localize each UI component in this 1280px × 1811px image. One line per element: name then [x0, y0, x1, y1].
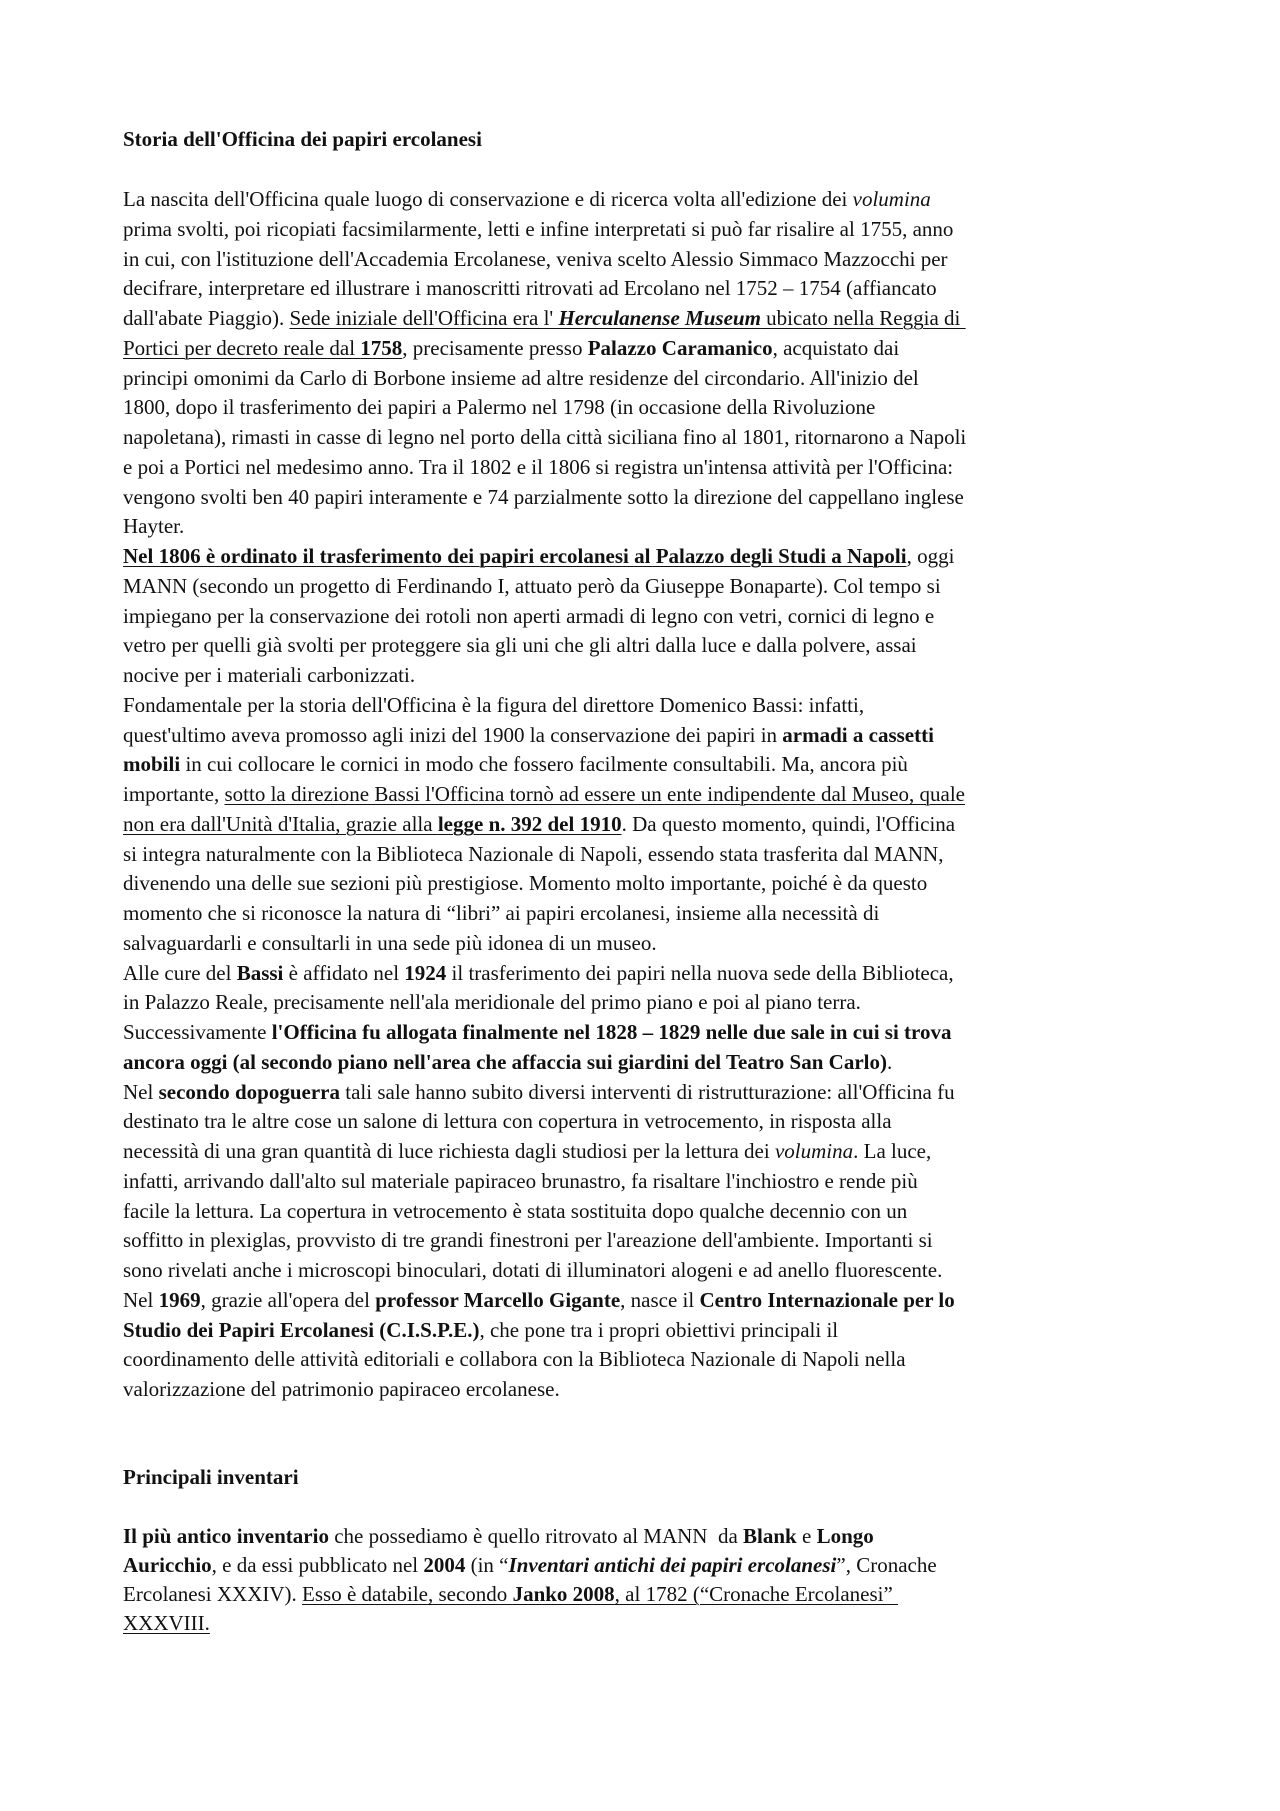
text-line — [123, 930, 657, 956]
text-run: principi omonimi da Carlo di Borbone insieme ad altre residenze del circondario. All'inizio del — [123, 366, 919, 390]
text-line — [123, 781, 965, 807]
emphasized-text: Nel 1806 è ordinato il trasferimento dei papiri ercolanesi al Palazzo degli Studi a Napoli — [123, 544, 907, 568]
emphasized-text: Herculanense Museum — [558, 306, 761, 330]
text-run: salvaguardarli e consultarli in una sede più idonea di un museo. — [123, 931, 657, 955]
text-line — [123, 365, 919, 391]
text-run: sono rivelati anche i microscopi binoculari, dotati di illuminatori alogeni e ad anello fluorescente. — [123, 1258, 943, 1282]
text-line — [123, 900, 879, 926]
text-line — [123, 573, 941, 599]
text-line — [123, 1317, 838, 1343]
text-line — [123, 1346, 906, 1372]
emphasized-text: XXXVIII. — [123, 1611, 210, 1635]
text-run: , che pone tra i propri obiettivi principali il — [479, 1318, 839, 1342]
text-run: Fondamentale per la storia dell'Officina è la figura del direttore Domenico Bassi: infatti, — [123, 693, 865, 717]
emphasized-text: Inventari antichi dei papiri ercolanesi — [508, 1553, 837, 1577]
emphasized-text: Bassi — [236, 961, 284, 985]
text-run: . La luce, — [853, 1139, 932, 1163]
emphasized-text: Blank — [743, 1524, 797, 1548]
text-line — [123, 1019, 951, 1045]
text-line — [123, 1287, 955, 1313]
text-run: è affidato nel — [283, 961, 405, 985]
text-line — [123, 1079, 955, 1105]
emphasized-text: Portici per decreto reale dal — [123, 336, 361, 360]
emphasized-text: Centro Internazionale per lo — [699, 1288, 955, 1312]
text-line — [123, 394, 875, 420]
text-run: . — [886, 1050, 893, 1074]
emphasized-text: non era dall'Unità d'Italia, grazie alla — [123, 812, 438, 836]
text-run: soffitto in plexiglas, provvisto di tre grandi finestroni per l'areazione dell'ambiente. Importanti si — [123, 1228, 933, 1252]
text-run: prima svolti, poi ricopiati facsimilarmente, letti e infine interpretati si può far risalire al 1755, anno — [123, 217, 954, 241]
text-run: vengono svolti ben 40 papiri interamente e 74 parzialmente sotto la direzione del cappellano inglese — [123, 485, 964, 509]
text-line — [123, 543, 954, 569]
text-line — [123, 1168, 918, 1194]
text-run: valorizzazione del patrimonio papiraceo ercolanese. — [123, 1377, 560, 1401]
text-line — [123, 1610, 210, 1636]
emphasized-text: ancora oggi (al secondo piano nell'area che affaccia sui giardini del Teatro San Carlo) — [123, 1050, 887, 1074]
emphasized-text: l'Officina fu allogata finalmente nel 1828 – 1829 nelle due sale in cui si trova — [271, 1020, 952, 1044]
text-line — [123, 246, 948, 272]
text-line — [123, 960, 954, 986]
text-line — [123, 513, 184, 539]
text-run: , precisamente presso — [402, 336, 588, 360]
text-run: 1800, dopo il trasferimento dei papiri a Palermo nel 1798 (in occasione della Rivoluzione — [123, 395, 876, 419]
text-run: La nascita dell'Officina quale luogo di conservazione e di ricerca volta all'edizione dei — [123, 187, 853, 211]
emphasized-text: Palazzo Caramanico — [587, 336, 773, 360]
text-line — [123, 1257, 942, 1283]
emphasized-text: ubicato nella Reggia di — [760, 306, 966, 330]
text-line — [123, 186, 931, 212]
text-run: divenendo una delle sue sezioni più prestigiose. Momento molto importante, poiché è da questo — [123, 871, 928, 895]
text-line — [123, 1376, 560, 1402]
emphasized-text: professor Marcello Gigante — [375, 1288, 621, 1312]
text-run: in cui collocare le cornici in modo che fossero facilmente consultabili. Ma, ancora più — [180, 752, 908, 776]
text-run: . Da questo momento, quindi, l'Officina — [621, 812, 956, 836]
emphasized-text: Esso è databile, secondo — [302, 1582, 513, 1606]
text-run: si integra naturalmente con la Biblioteca Nazionale di Napoli, essendo stata trasferita dal MANN, — [123, 842, 944, 866]
emphasized-text: armadi a cassetti — [782, 723, 934, 747]
text-line — [123, 632, 917, 658]
text-line — [123, 484, 964, 510]
text-run: , acquistato dai — [772, 336, 900, 360]
text-line — [123, 1227, 933, 1253]
emphasized-text: Sede iniziale dell'Officina era l' — [289, 306, 559, 330]
emphasized-text: 1758 — [360, 336, 403, 360]
text-run: che possediamo è quello ritrovato al MANN da — [328, 1524, 744, 1548]
text-run: e — [796, 1524, 817, 1548]
text-run: e poi a Portici nel medesimo anno. Tra il 1802 e il 1806 si registra un'intensa attività per l'Officina: — [123, 455, 954, 479]
text-run: , oggi — [906, 544, 955, 568]
emphasized-text: 1924 — [404, 961, 447, 985]
emphasized-text: 1969 — [158, 1288, 201, 1312]
text-line — [123, 751, 908, 777]
text-run: impiegano per la conservazione dei rotoli non aperti armadi di legno con vetri, cornici di legno e — [123, 604, 935, 628]
text-run: napoletana), rimasti in casse di legno nel porto della città siciliana fino al 1801, ritornarono a Napoli — [123, 425, 967, 449]
text-run: coordinamento delle attività editoriali e collabora con la Biblioteca Nazionale di Napoli nella — [123, 1347, 906, 1371]
text-run: facile la lettura. La copertura in vetrocemento è stata sostituita dopo qualche decennio con un — [123, 1199, 908, 1223]
text-run: vetro per quelli già svolti per proteggere sia gli uni che gli altri dalla luce e dalla polvere, assai — [123, 633, 917, 657]
text-line — [123, 1581, 898, 1607]
text-line — [123, 335, 899, 361]
emphasized-text: mobili — [123, 752, 181, 776]
text-run: destinato tra le altre cose un salone di lettura con copertura in vetrocemento, in risposta alla — [123, 1109, 892, 1133]
emphasized-text: Longo — [816, 1524, 874, 1548]
text-run: Successivamente — [123, 1020, 272, 1044]
text-run: dall'abate Piaggio). — [123, 306, 290, 330]
text-run: Alle cure del — [123, 961, 237, 985]
text-line — [123, 305, 966, 331]
emphasized-text: Janko 2008 — [512, 1582, 615, 1606]
text-line — [123, 424, 966, 450]
text-line — [123, 662, 415, 688]
text-line — [123, 1552, 937, 1578]
text-line — [123, 989, 861, 1015]
text-run: importante, — [123, 782, 225, 806]
emphasized-text: Studio dei Papiri Ercolanesi (C.I.S.P.E.) — [123, 1318, 480, 1342]
text-line — [123, 275, 937, 301]
text-run: tali sale hanno subito diversi interventi di ristrutturazione: all'Officina fu — [340, 1080, 955, 1104]
emphasized-text: legge n. 392 del 1910 — [437, 812, 622, 836]
text-line — [123, 454, 953, 480]
text-run: il trasferimento dei papiri nella nuova sede della Biblioteca, — [446, 961, 954, 985]
text-line — [123, 722, 934, 748]
text-run: Nel — [123, 1080, 159, 1104]
emphasized-text: Il più antico inventario — [123, 1524, 329, 1548]
text-run: nocive per i materiali carbonizzati. — [123, 663, 416, 687]
text-run: decifrare, interpretare ed illustrare i manoscritti ritrovati ad Ercolano nel 1752 – 1754 (affiancato — [123, 276, 937, 300]
emphasized-text: volumina — [852, 187, 931, 211]
emphasized-text: volumina — [774, 1139, 854, 1163]
text-line — [123, 1108, 892, 1134]
text-run: momento che si riconosce la natura di “libri” ai papiri ercolanesi, insieme alla necessità di — [123, 901, 880, 925]
text-run: in Palazzo Reale, precisamente nell'ala meridionale del primo piano e poi al piano terra. — [123, 990, 861, 1014]
text-run: , grazie all'opera del — [200, 1288, 376, 1312]
emphasized-text: 2004 — [423, 1553, 466, 1577]
text-run: (in “ — [465, 1553, 509, 1577]
text-run: quest'ultimo aveva promosso agli inizi del 1900 la conservazione dei papiri in — [123, 723, 783, 747]
text-run: infatti, arrivando dall'alto sul materiale papiraceo brunastro, fa risaltare l'inchiostro e rende più — [123, 1169, 918, 1193]
text-run: ”, Cronache — [836, 1553, 937, 1577]
text-run: necessità di una gran quantità di luce richiesta dagli studiosi per la lettura dei — [123, 1139, 775, 1163]
text-line — [123, 603, 934, 629]
text-line — [123, 870, 927, 896]
section-title-inventari: Principali inventari — [123, 1465, 299, 1489]
text-run: in cui, con l'istituzione dell'Accademia Ercolanese, veniva scelto Alessio Simmaco Mazzocchi per — [123, 247, 948, 271]
text-line — [123, 692, 864, 718]
text-run: , nasce il — [620, 1288, 700, 1312]
text-run: Nel — [123, 1288, 159, 1312]
text-line — [123, 841, 943, 867]
text-run: MANN (secondo un progetto di Ferdinando I, attuato però da Giuseppe Bonaparte). Col tempo si — [123, 574, 941, 598]
text-line — [123, 216, 953, 242]
text-run: , e da essi pubblicato nel — [211, 1553, 424, 1577]
emphasized-text: Auricchio — [123, 1553, 212, 1577]
text-line — [123, 1198, 907, 1224]
text-line — [123, 1049, 892, 1075]
text-line — [123, 811, 955, 837]
emphasized-text: sotto la direzione Bassi l'Officina tornò ad essere un ente indipendente dal Museo, quale — [224, 782, 966, 806]
emphasized-text: , al 1782 (“Cronache Ercolanesi” — [614, 1582, 899, 1606]
text-line — [123, 1523, 874, 1549]
text-run: Hayter. — [123, 514, 185, 538]
text-run: Ercolanesi XXXIV). — [123, 1582, 303, 1606]
section-title-storia: Storia dell'Officina dei papiri ercolanesi — [123, 127, 482, 151]
text-line — [123, 1138, 931, 1164]
emphasized-text: secondo dopoguerra — [158, 1080, 341, 1104]
